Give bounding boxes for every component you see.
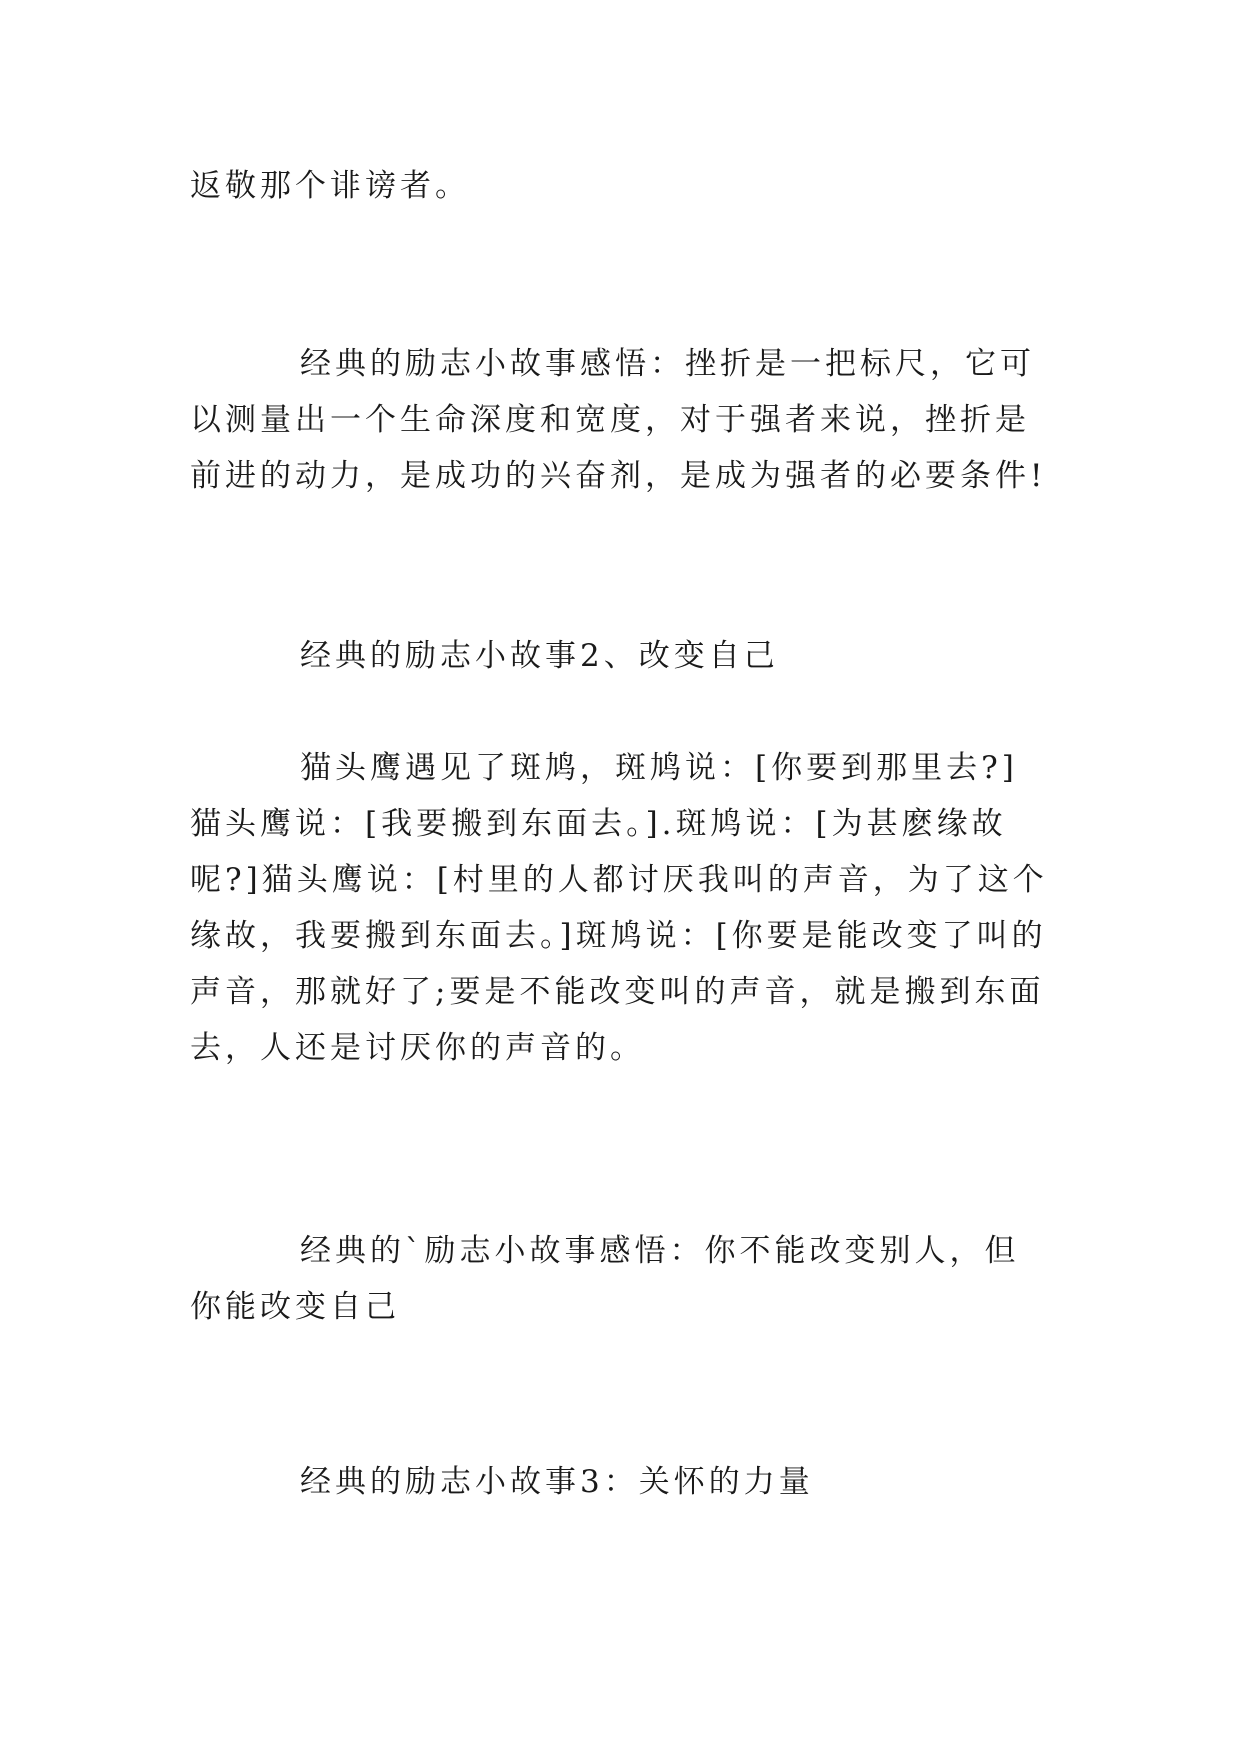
- paragraph-story-2-body: 猫头鹰遇见了斑鸠，斑鸠说：[你要到那里去?]猫头鹰说：[我要搬到东面去。].斑鸠说：[为甚麽缘故呢?]猫头鹰说：[村里的人都讨厌我叫的声音，为了这个缘故，我要搬到东面去。]斑鸠说：[你要是能改变了叫的声音，那就好了;要是不能改变叫的声音，就是搬到东面去，人还是讨厌你的声音的。: [190, 750, 1048, 1066]
- paragraph-story-1-insight: 经典的励志小故事感悟：挫折是一把标尺，它可以测量出一个生命深度和宽度，对于强者来说，挫折是前进的动力，是成功的兴奋剂，是成为强者的必要条件!: [190, 346, 1047, 494]
- heading-story-2: 经典的励志小故事2、改变自己: [300, 638, 779, 674]
- paragraph-continuation: 返敬那个诽谤者。: [190, 168, 470, 204]
- paragraph-story-2-insight: 经典的`励志小故事感悟：你不能改变别人，但你能改变自己: [190, 1233, 1020, 1325]
- heading-story-3: 经典的励志小故事3：关怀的力量: [300, 1464, 814, 1500]
